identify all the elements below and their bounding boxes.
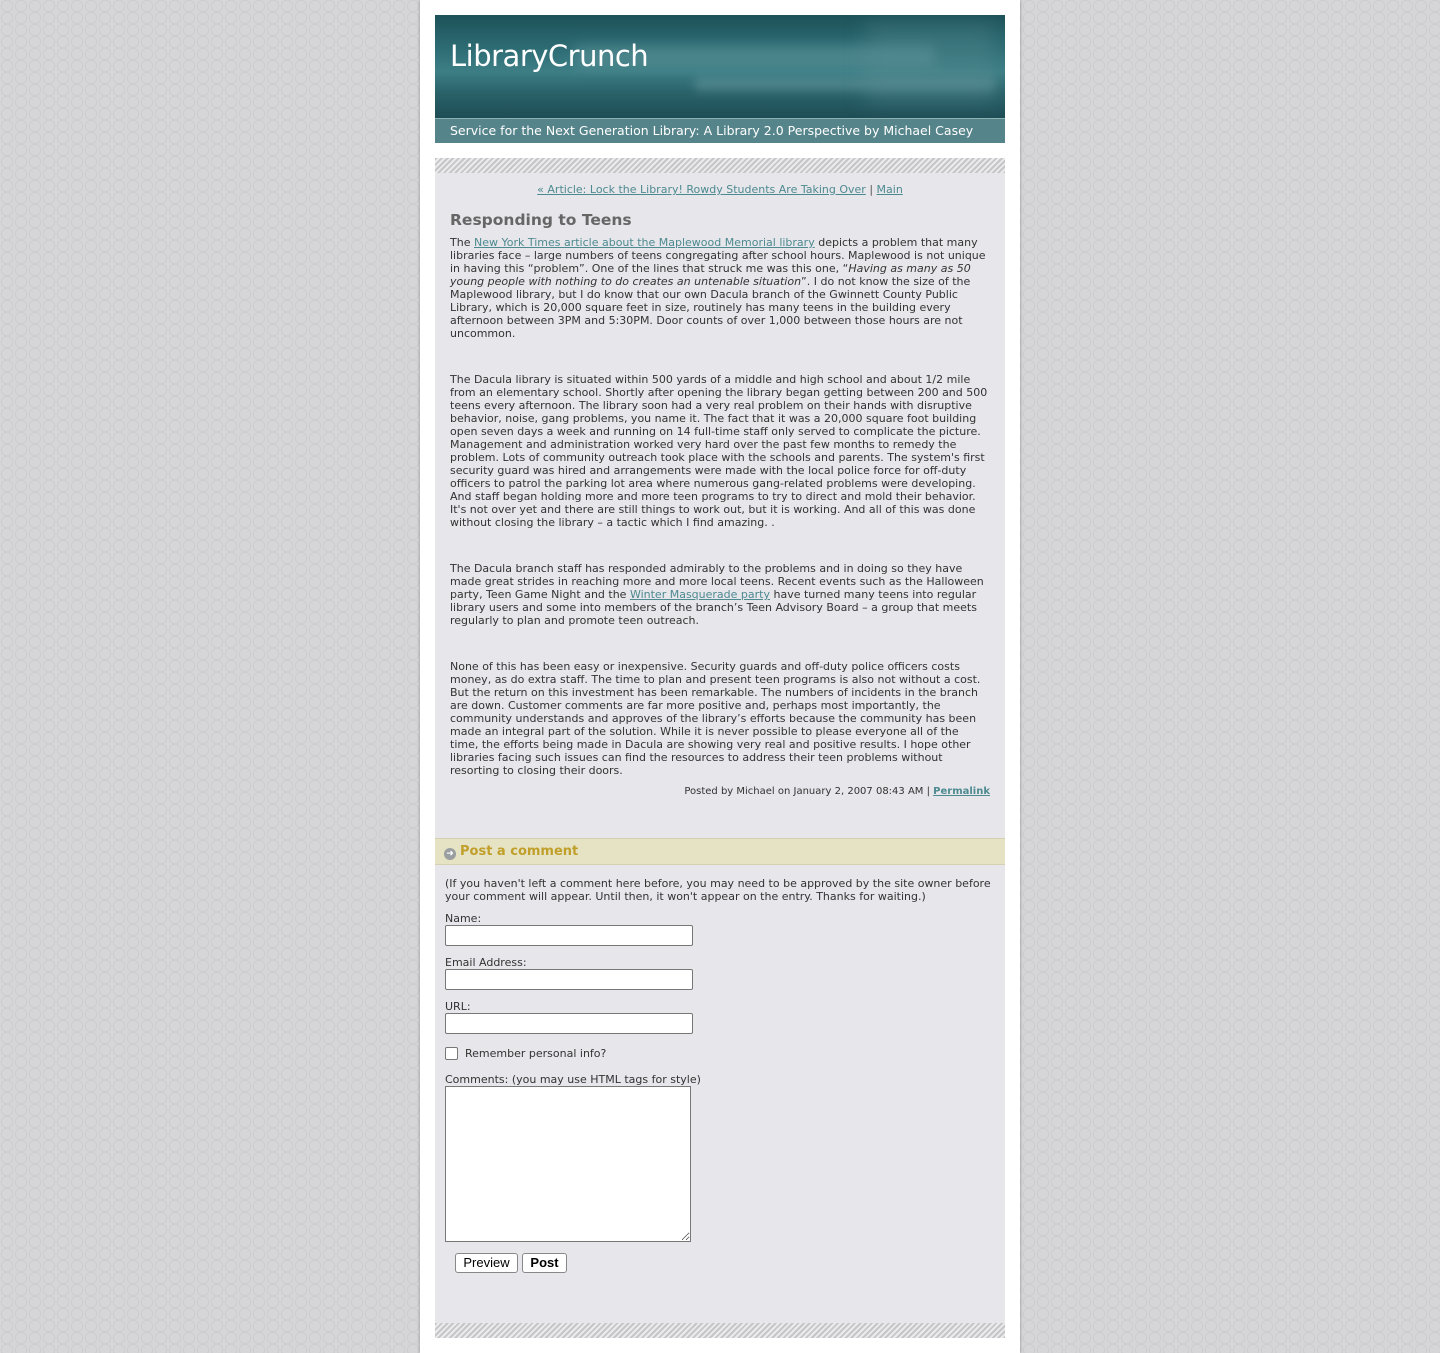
entry-paragraph-2: The Dacula library is situated within 500 yards of a middle and high school and about 1/2 mile from an elementary school. Shortly after opening the library began getting between 200 and 500 teens every afternoon. The library soon had a very real problem on their hands with disruptive behavior, noise, gang problems, you name it. The fact that it was a 20,000 square foot building open seven days a week and running on 14 full-time staff only served to complicate the picture. Management and administration worked very hard over the past few months to remedy the problem. Lots of community outreach took place with the schools and parents. The system's first security guard was hired and arrangements were made with the local police force for off-duty officers to patrol the parking lot area where numerous gang-related problems were developing. And staff began holding more and more teen programs to try to direct and mold their behavior. It's not over yet and there are still things to work out, but it is working. And all of this was done without closing the library – a tactic which I find amazing. .	[450, 373, 988, 529]
comment-section-title: Post a comment	[460, 844, 579, 859]
paragraph-text: ”. I do not know the size of the Maplewood library, but I do know that our own Dacula branch of the Gwinnett County Public Library, which is 20,000 square feet in size, routinely has many teens in the building every afternoon between 3PM and 5:30PM. Door counts of over 1,000 between those hours are not uncommon.	[450, 275, 971, 340]
comment-section-header	[435, 838, 1005, 865]
site-tagline: Service for the Next Generation Library: A Library 2.0 Perspective by Michael Casey	[450, 123, 974, 138]
entry-paragraph-1	[450, 236, 990, 340]
remember-info-checkbox[interactable]	[445, 1047, 458, 1060]
comments-textarea[interactable]	[445, 1086, 691, 1242]
divider-stripe-top	[435, 158, 1005, 173]
url-field[interactable]	[445, 1013, 693, 1034]
email-label: Email Address:	[445, 956, 527, 969]
entry-paragraph-3	[450, 562, 990, 627]
email-field[interactable]	[445, 969, 693, 990]
page-container	[420, 0, 1020, 1353]
site-tagline-bar	[435, 118, 1005, 143]
paragraph-text: depicts a problem that many libraries face – large numbers of teens congregating after school hours. Maplewood is not unique in having this “problem”. One of the lines that struck me was this one, “	[450, 236, 986, 275]
posted-by-text: Posted by Michael on January 2, 2007 08:43 AM |	[684, 786, 934, 797]
quote-text: Having as many as 50 young people with nothing to do creates an untenable situation	[450, 262, 971, 288]
winter-masquerade-link[interactable]: Winter Masquerade party	[629, 588, 770, 601]
preview-button[interactable]: Preview	[455, 1253, 518, 1273]
entry-paragraph-4: None of this has been easy or inexpensive. Security guards and off-duty police officers costs money, as do extra staff. The time to plan and present teen programs is also not without a cost. But the return on this investment has been remarkable. The numbers of incidents in the branch are down. Customer comments are far more positive and, perhaps most importantly, the community understands and approves of the library’s efforts because the community has been made an integral part of the solution. While it is never possible to please everyone all of the time, the efforts being made in Dacula are showing very real and positive results. I hope other libraries facing such issues can find the resources to address their teen problems without resorting to closing their doors.	[450, 660, 981, 777]
url-label: URL:	[445, 1000, 471, 1013]
previous-entry-link[interactable]: « Article: Lock the Library! Rowdy Students Are Taking Over	[537, 183, 866, 196]
site-title-link[interactable]: LibraryCrunch	[450, 39, 649, 73]
paragraph-text: The Dacula branch staff has responded admirably to the problems and in doing so they have made great strides in reaching more and more local teens. Recent events such as the Halloween party, Teen Game Night and the	[450, 562, 984, 601]
remember-info-label[interactable]: Remember personal info?	[465, 1047, 607, 1060]
site-banner	[435, 15, 1005, 118]
nyt-article-link[interactable]: New York Times article about the Maplewood Memorial library	[473, 236, 815, 249]
permalink-link[interactable]: Permalink	[933, 786, 990, 797]
main-content	[435, 173, 1005, 1323]
entry-body	[450, 236, 990, 810]
banner-decoration	[865, 23, 995, 103]
nav-separator: |	[869, 183, 874, 196]
name-label: Name:	[445, 912, 482, 925]
name-field[interactable]	[445, 925, 693, 946]
arrow-circle-icon: ➜	[444, 848, 456, 860]
paragraph-text: The	[450, 236, 474, 249]
paragraph-text: have turned many teens into regular library users and some into members of the branch’s Teen Advisory Board – a group that meets regularly to plan and promote teen outreach.	[450, 588, 977, 627]
entry-footer	[684, 786, 990, 797]
comments-label: Comments: (you may use HTML tags for style)	[445, 1073, 701, 1086]
divider-stripe-bottom	[435, 1323, 1005, 1338]
comment-approval-note: (If you haven't left a comment here before, you may need to be approved by the site owner before your comment will appear. Until then, it won't appear on the entry. Thanks for waiting.)	[445, 877, 991, 903]
main-link[interactable]: Main	[876, 183, 903, 196]
post-button[interactable]: Post	[522, 1253, 567, 1273]
entry-navigation	[435, 183, 1005, 196]
entry-title: Responding to Teens	[450, 211, 632, 229]
